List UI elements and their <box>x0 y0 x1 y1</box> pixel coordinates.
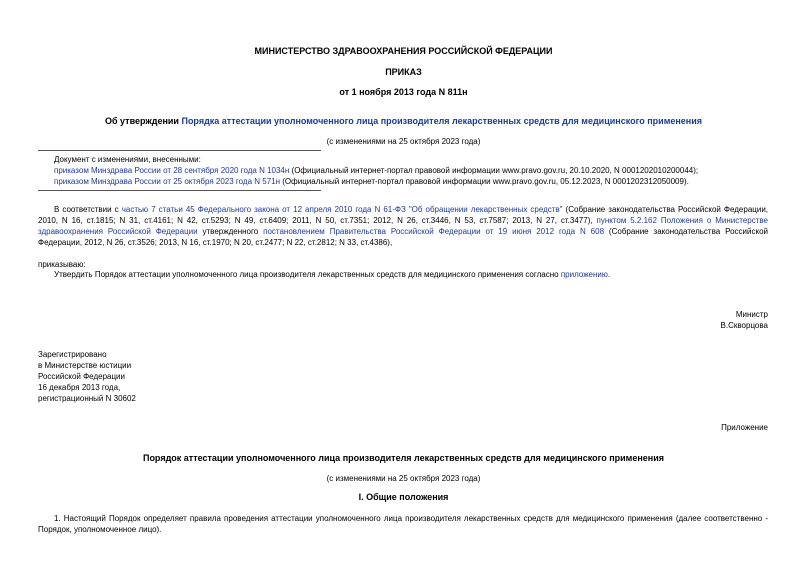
divider-top <box>38 150 321 151</box>
registration-line: в Министерстве юстиции <box>38 361 132 370</box>
law-link[interactable]: частью 7 статьи 45 Федерального закона от 12 апреля 2010 года N 61-ФЗ "Об обращении лекарственных средств" <box>121 205 563 214</box>
appendix-label: Приложение <box>721 423 768 432</box>
registration-line: 16 декабря 2013 года, <box>38 383 121 392</box>
preamble-text: (Собрание законодательства Российской Федерации, 2010, N 16, ст.1815; N 31, ст.4161; N 42, ст.5293; N 49, ст.6409; 2011, N 50, ст.7351; 2012, N 26, ст.3446, N 53, ст.7587; 2013, N 27, ст.3477), <box>38 205 769 225</box>
title-prefix: Об утверждении <box>104 116 182 126</box>
change-source: (Официальный интернет-портал правовой информации www.pravo.gov.ru, 20.10.2020, N 0001202010200044); <box>289 166 699 175</box>
registration-block <box>38 349 136 404</box>
doc-type-heading: ПРИКАЗ <box>385 67 422 77</box>
regulation-link[interactable]: пунктом 5.2.162 Положения о Министерстве здравоохранения Российской Федерации <box>38 216 768 236</box>
amended-note: (с изменениями на 25 октября 2023 года) <box>326 137 481 146</box>
order-body: Утвердить Порядок аттестации уполномоченного лица производителя лекарственных средств для медицинского применения согласно <box>54 270 561 279</box>
change-source: (Официальный интернет-портал правовой информации www.pravo.gov.ru, 05.12.2023, N 0001202312050009). <box>280 177 689 186</box>
preamble-paragraph <box>38 204 768 248</box>
resolution-link[interactable]: постановлением Правительства Российской Федерации от 19 июня 2012 года N 608 <box>263 227 605 236</box>
registration-line: Зарегистрировано <box>38 350 107 359</box>
preamble-text: (Собрание законодательства Российской Федерации, 2012, N 26, ст.3526; 2013, N 16, ст.1970; N 20, ст.2477; N 22, ст.2812; N 33, ст.4386), <box>38 227 768 247</box>
changes-intro: Документ с изменениями, внесенными: <box>54 155 201 164</box>
registration-line: Российской Федерации <box>38 372 125 381</box>
order-word: приказываю: <box>38 260 86 269</box>
preamble-text: утвержденного <box>197 227 264 236</box>
order-end: . <box>607 270 611 279</box>
signature-position: Министр <box>735 310 768 319</box>
date-number-heading: от 1 ноября 2013 года N 811н <box>339 87 468 97</box>
change-link[interactable]: приказом Минздрава России от 28 сентября 2020 года N 1034н <box>54 166 290 175</box>
appendix-link[interactable]: приложению <box>560 270 608 279</box>
document-title <box>0 116 807 126</box>
change-item <box>54 176 689 187</box>
paragraph-1: 1. Настоящий Порядок определяет правила проведения аттестации уполномоченного лица производителя лекарственных средств для медицинского применения (далее соответственно - Порядок, уполномоченное лицо). <box>38 514 768 534</box>
change-link[interactable]: приказом Минздрава России от 25 октября 2023 года N 571н <box>54 177 281 186</box>
ministry-heading: МИНИСТЕРСТВО ЗДРАВООХРАНЕНИЯ РОССИЙСКОЙ ФЕДЕРАЦИИ <box>254 46 553 56</box>
appendix-title: Порядок аттестации уполномоченного лица производителя лекарственных средств для медицинского применения <box>142 453 665 463</box>
section-heading: I. Общие положения <box>358 492 449 502</box>
change-item <box>54 165 698 176</box>
registration-line: регистрационный N 30602 <box>38 394 136 403</box>
order-text <box>54 269 610 280</box>
appendix-amended: (с изменениями на 25 октября 2023 года) <box>326 474 481 483</box>
signature-name: В.Скворцова <box>720 321 768 330</box>
preamble-text: В соответствии с <box>54 205 122 214</box>
divider-bottom <box>38 190 321 191</box>
title-link[interactable]: Порядка аттестации уполномоченного лица производителя лекарственных средств для медицинского применения <box>181 116 703 126</box>
